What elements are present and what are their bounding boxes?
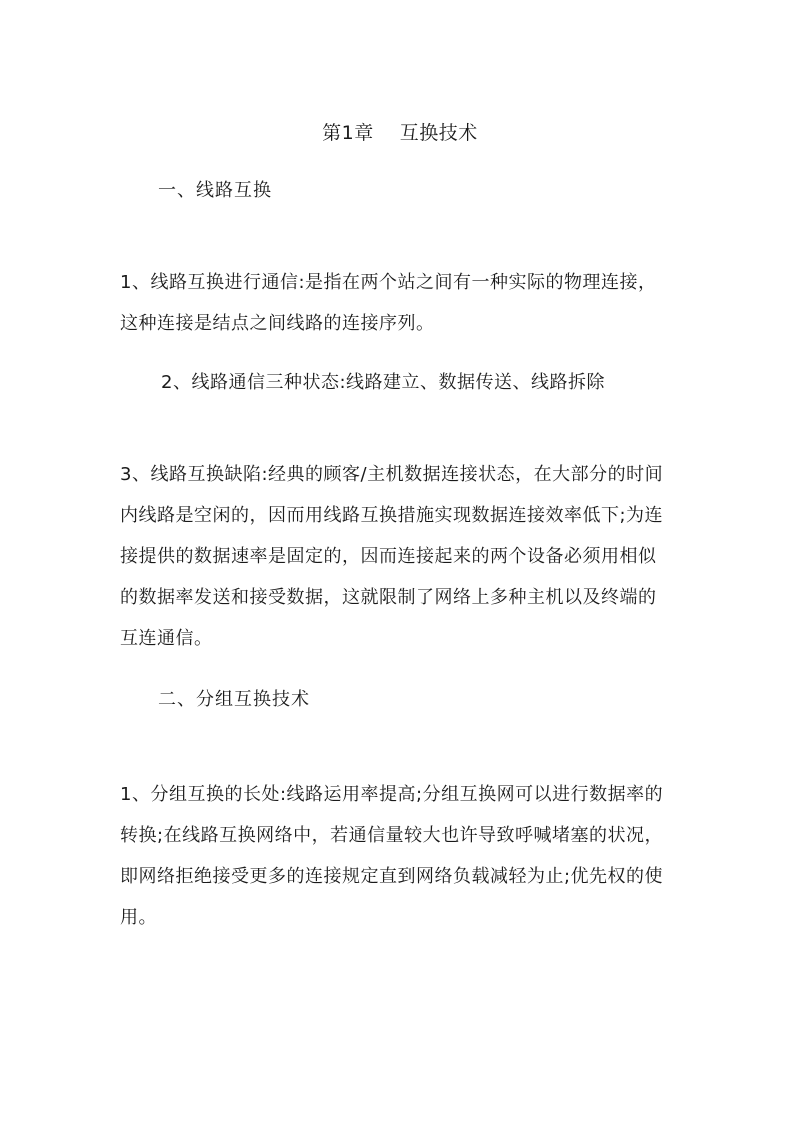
paragraph-line: 用。 (120, 907, 157, 928)
paragraph-line: 1、线路互换进行通信:是指在两个站之间有一种实际的物理连接， (120, 272, 657, 293)
chapter-title: 第1章 互换技术 (322, 122, 478, 144)
paragraph-line: 3、线路互换缺陷:经典的顾客/主机数据连接状态，在大部分的时间 (120, 464, 664, 485)
paragraph-circuit-switching-drawbacks (120, 454, 680, 659)
paragraph-line: 接提供的数据速率是固定的，因而连接起来的两个设备必须用相似 (120, 546, 657, 567)
paragraph-line: 即网络拒绝接受更多的连接规定直到网络负载减轻为止;优先权的使 (120, 866, 664, 887)
paragraph-line: 转换;在线路互换网络中，若通信量较大也许导致呼喊堵塞的状况， (120, 825, 664, 846)
paragraph-circuit-switching-communication (120, 262, 680, 344)
paragraph-packet-switching-advantages (120, 774, 680, 938)
section-heading-packet-switching: 二、分组互换技术 (158, 689, 310, 710)
paragraph-circuit-states: 2、线路通信三种状态:线路建立、数据传送、线路拆除 (161, 372, 606, 393)
paragraph-line: 这种连接是结点之间线路的连接序列。 (120, 313, 435, 334)
section-heading-circuit-switching: 一、线路互换 (158, 180, 272, 201)
paragraph-line: 1、分组互换的长处:线路运用率提高;分组互换网可以进行数据率的 (120, 784, 664, 805)
paragraph-line: 的数据率发送和接受数据，这就限制了网络上多种主机以及终端的 (120, 587, 657, 608)
paragraph-line: 互连通信。 (120, 628, 213, 649)
paragraph-line: 内线路是空闲的，因而用线路互换措施实现数据连接效率低下;为连 (120, 505, 664, 526)
